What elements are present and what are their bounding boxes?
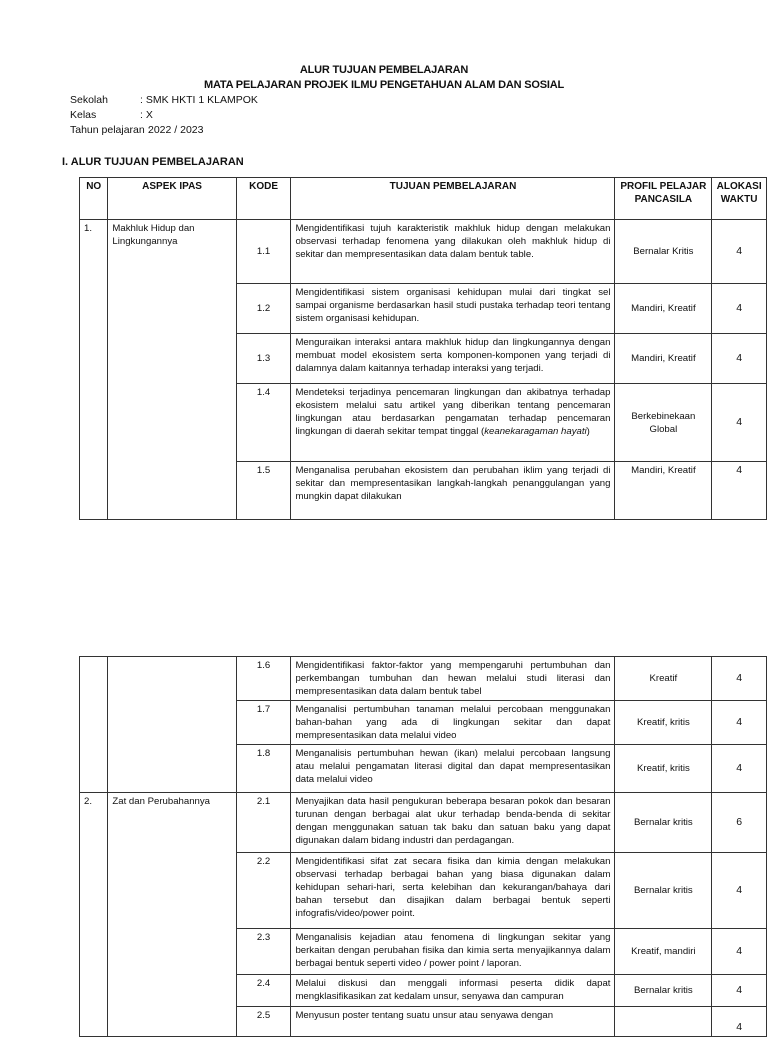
row-alokasi: 4 — [712, 462, 767, 520]
row-alokasi: 4 — [712, 384, 767, 462]
row-profil: Kreatif, kritis — [615, 701, 712, 745]
row-tujuan-end: ) — [586, 426, 590, 437]
row-alokasi: 4 — [712, 1007, 767, 1037]
row-alokasi: 4 — [712, 220, 767, 284]
row-tujuan — [291, 384, 615, 462]
row-kode: 1.3 — [236, 334, 291, 384]
row-alokasi: 4 — [712, 975, 767, 1007]
table-row — [80, 220, 767, 284]
table-row — [80, 657, 767, 701]
kelas-value: : X — [140, 109, 153, 121]
row-tujuan: Mengidentifikasi tujuh karakteristik makhluk hidup dengan melakukan observasi terhadap fenomena yang dilakukan oleh makhluk hidup di sekitar dan mempresentasikan data dalam bentuk table. — [291, 220, 615, 284]
row-alokasi: 4 — [712, 701, 767, 745]
row-kode: 1.7 — [236, 701, 291, 745]
row-tujuan: Menguraikan interaksi antara makhluk hidup dan lingkungannya dengan membuat model ekosistem serta komponen-komponen yang terjadi di dalamnya dalam kaitannya terhadap interaksi yang terjadi. — [291, 334, 615, 384]
row-alokasi: 4 — [712, 853, 767, 929]
row-tujuan: Mengidentifikasi faktor-faktor yang mempengaruhi pertumbuhan dan perkembangan tumbuhan dan hewan melalui studi literasi dan mempresentasikan data dalam bentuk tabel — [291, 657, 615, 701]
row-tujuan: Menyusun poster tentang suatu unsur atau senyawa dengan — [291, 1007, 615, 1037]
sekolah-value: : SMK HKTI 1 KLAMPOK — [140, 94, 258, 106]
header-no: NO — [80, 178, 108, 220]
row-profil: Bernalar Kritis — [615, 220, 712, 284]
row-kode: 2.4 — [236, 975, 291, 1007]
row-profil: Bernalar kritis — [615, 793, 712, 853]
row-profil: Kreatif, mandiri — [615, 929, 712, 975]
atp-table-2 — [79, 656, 767, 1037]
sekolah-label: Sekolah — [70, 94, 108, 106]
row-tujuan: Melalui diskusi dan menggali informasi peserta didik dapat mengklasifikasikan zat kedalam unsur, senyawa dan campuran — [291, 975, 615, 1007]
row-aspek: Zat dan Perubahannya — [108, 793, 236, 1037]
row-no: 1. — [80, 220, 108, 520]
tahun-value: 2022 / 2023 — [148, 124, 204, 136]
row-tujuan: Menganalisi pertumbuhan tanaman melalui percobaan menggunakan bahan-bahan yang ada di lingkungan sekitar dan dapat mempresentasikan data melalui video — [291, 701, 615, 745]
row-tujuan: Menganalisis pertumbuhan hewan (ikan) melalui percobaan langsung atau melalui pengamatan literasi digital dan dapat mempresentasikan data melalui video — [291, 745, 615, 793]
row-kode: 2.2 — [236, 853, 291, 929]
row-kode: 1.6 — [236, 657, 291, 701]
header-tujuan: TUJUAN PEMBELAJARAN — [291, 178, 615, 220]
header-kode: KODE — [236, 178, 291, 220]
row-alokasi: 4 — [712, 334, 767, 384]
row-profil: Mandiri, Kreatif — [615, 462, 712, 520]
row-profil: Bernalar kritis — [615, 975, 712, 1007]
row-alokasi: 6 — [712, 793, 767, 853]
header-profil: PROFIL PELAJAR PANCASILA — [615, 178, 712, 220]
row-kode: 1.8 — [236, 745, 291, 793]
row-kode: 2.3 — [236, 929, 291, 975]
kelas-label: Kelas — [70, 109, 97, 121]
row-tujuan-text: Mendeteksi terjadinya pencemaran lingkungan dan akibatnya terhadap ekosistem melalui satu artikel yang diberikan tentang pencemaran lingkungan atau berdasarkan pengamatan terhadap pencemaran lingkungan di daerah sekitar tempat tinggal ( — [295, 387, 611, 437]
row-tujuan: Menyajikan data hasil pengukuran beberapa besaran pokok dan besaran turunan dengan berbagai alat ukur terhadap benda-benda di sekitar dengan menggunakan satuan tak baku dan satuan baku yang dapat digunakan dalam bidang industri dan perdagangan. — [291, 793, 615, 853]
doc-subtitle: MATA PELAJARAN PROJEK ILMU PENGETAHUAN ALAM DAN SOSIAL — [204, 79, 564, 91]
doc-title: ALUR TUJUAN PEMBELAJARAN — [299, 64, 469, 76]
row-profil: Kreatif — [615, 657, 712, 701]
row-aspek: Makhluk Hidup dan Lingkungannya — [108, 220, 236, 520]
row-profil: Bernalar kritis — [615, 853, 712, 929]
tahun-label: Tahun pelajaran : — [70, 124, 151, 136]
row-profil: Mandiri, Kreatif — [615, 284, 712, 334]
row-tujuan: Mengidentifikasi sistem organisasi kehidupan mulai dari tingkat sel sampai organisme berdasarkan hasil studi pustaka terhadap teori tentang sistem organisasi kehidupan. — [291, 284, 615, 334]
row-tujuan-italic: keanekaragaman hayati — [484, 426, 587, 437]
header-aspek: ASPEK IPAS — [108, 178, 236, 220]
row-kode: 1.1 — [236, 220, 291, 284]
row-profil: Berkebinekaan Global — [615, 384, 712, 462]
row-alokasi: 4 — [712, 657, 767, 701]
row-kode: 2.5 — [236, 1007, 291, 1037]
row-profil: Mandiri, Kreatif — [615, 334, 712, 384]
row-no — [80, 657, 108, 793]
atp-table-1 — [79, 177, 767, 520]
row-alokasi: 4 — [712, 284, 767, 334]
row-tujuan: Mengidentifikasi sifat zat secara fisika dan kimia dengan melakukan observasi terhadap berbagai bahan yang biasa digunakan dalam kehidupan sehari-hari, serta kelebihan dan kekurangan/bahaya dari bahan tersebut dan disajikan dalam berbagai bentuk seperti infografis/video/power point. — [291, 853, 615, 929]
row-kode: 1.4 — [236, 384, 291, 462]
row-kode: 1.5 — [236, 462, 291, 520]
row-alokasi: 4 — [712, 929, 767, 975]
section-title: I. ALUR TUJUAN PEMBELAJARAN — [62, 156, 244, 168]
row-profil: Kreatif, kritis — [615, 745, 712, 793]
row-kode: 1.2 — [236, 284, 291, 334]
row-aspek — [108, 657, 236, 793]
row-tujuan: Menganalisa perubahan ekosistem dan perubahan iklim yang terjadi di sekitar dan mempresentasikan langkah-langkah penanggulangan yang mungkin dapat dilakukan — [291, 462, 615, 520]
row-no: 2. — [80, 793, 108, 1037]
row-alokasi: 4 — [712, 745, 767, 793]
header-alokasi: ALOKASI WAKTU — [712, 178, 767, 220]
table-row — [80, 793, 767, 853]
row-profil — [615, 1007, 712, 1037]
row-kode: 2.1 — [236, 793, 291, 853]
row-tujuan: Menganalisis kejadian atau fenomena di lingkungan sekitar yang berkaitan dengan perubahan fisika dan kimia serta menyajikannya dalam berbagai bentuk seperti video / power point / laporan. — [291, 929, 615, 975]
